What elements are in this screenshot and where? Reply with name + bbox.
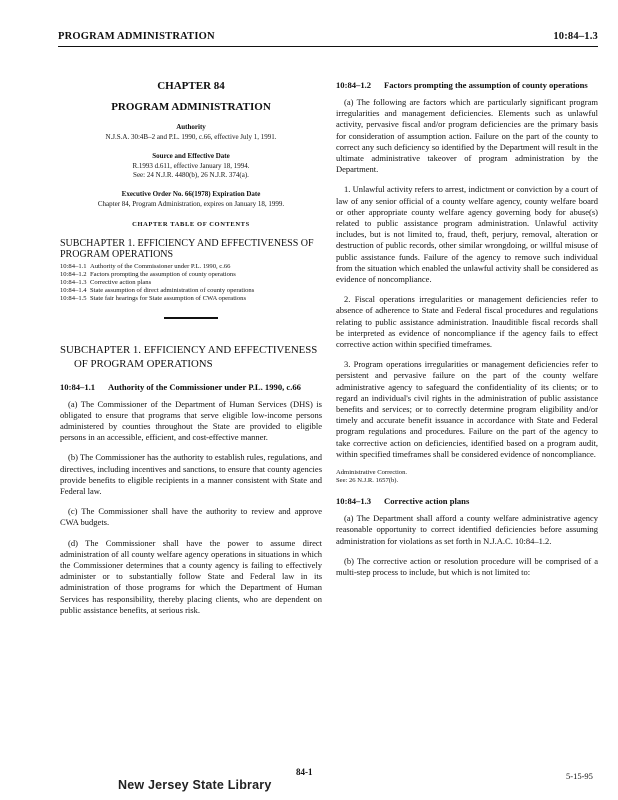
section-heading-1-3: [336, 496, 598, 507]
toc-item-number: 10:84–1.4: [60, 287, 87, 294]
toc-heading: CHAPTER TABLE OF CONTENTS: [132, 221, 250, 228]
section-heading-1-2: [336, 80, 598, 91]
toc-item: [60, 279, 322, 287]
toc-item-number: 10:84–1.1: [60, 263, 87, 270]
toc-item: [60, 287, 322, 295]
page-date: 5-15-95: [566, 771, 593, 781]
running-header: [58, 28, 598, 47]
paragraph: (b) The Commissioner has the authority to establish rules, regulations, and directives, including incentives and sanctions, to ensure that county agencies provide benefits to eligible recipients in a manner consistent with State and Federal law.: [60, 452, 322, 496]
toc-item-number: 10:84–1.5: [60, 295, 87, 302]
subchapter-title: SUBCHAPTER 1. EFFICIENCY AND EFFECTIVENESS OF PROGRAM OPERATIONS: [60, 343, 318, 370]
admin-correction-citation: See: 26 N.J.R. 1657(b).: [336, 477, 399, 485]
section-title: Factors prompting the assumption of county operations: [384, 80, 588, 90]
toc-item-title: Authority of the Commissioner under P.L. 1990, c.66: [90, 263, 231, 270]
authority-text: N.J.S.A. 30:4B–2 and P.L. 1990, c.66, effective July 1, 1991.: [105, 133, 277, 141]
left-column: [60, 80, 322, 625]
executive-order-text: Chapter 84, Program Administration, expires on January 18, 1999.: [97, 200, 285, 208]
paragraph: (b) The corrective action or resolution procedure will be comprised of a multi-step process to include, but which is not limited to:: [336, 555, 598, 577]
source-line-2: See: 24 N.J.R. 4480(b), 26 N.J.R. 374(a).: [133, 171, 249, 179]
toc-item: [60, 271, 322, 279]
toc-item-title: State assumption of direct administration of county operations: [90, 287, 255, 294]
source-label: Source and Effective Date: [152, 152, 230, 160]
paragraph: (c) The Commissioner shall have the authority to review and approve CWA budgets.: [60, 506, 322, 528]
header-title: PROGRAM ADMINISTRATION: [58, 31, 215, 42]
toc-item-number: 10:84–1.3: [60, 279, 87, 286]
source-line-1: R.1993 d.611, effective January 18, 1994.: [132, 162, 250, 170]
toc-subchapter-title: SUBCHAPTER 1. EFFICIENCY AND EFFECTIVENESS OF PROGRAM OPERATIONS: [60, 238, 314, 260]
section-number: 10:84–1.3: [336, 496, 372, 507]
section-title: Corrective action plans: [384, 496, 470, 507]
library-stamp: New Jersey State Library: [118, 778, 272, 792]
paragraph: 1. Unlawful activity refers to arrest, indictment or conviction by a court of law of any senior official of a county welfare agency, county welfare board or other appropriate county welfare agency governing body for abuse(s) related to public assistance program administration. Unlawful activity includes, but is not limited to, fraud, theft, perjury, removal, alteration or destruction of public records, other similar wrongdoing, or willful misuse of public assistance funds. Failure of the agency to remove such individual from the situation which enabled the unlawful activity shall be considered as evidence of noncompliance.: [336, 184, 598, 285]
toc-item-title: State fair hearings for State assumption of CWA operations: [90, 295, 247, 302]
paragraph: 2. Fiscal operations irregularities or management deficiencies refer to absence of adherence to State and Federal fiscal procedures and regulations relating to public assistance administration. Inauditible fiscal records shall be interpreted as evidence of noncompliance if the agency fails to effect corrective action within specified timeframes.: [336, 294, 598, 350]
chapter-number: CHAPTER 84: [157, 80, 225, 92]
section-heading-1-1: [60, 382, 322, 393]
section-title: Authority of the Commissioner under P.L. 1990, c.66: [108, 381, 301, 392]
section-number: 10:84–1.2: [336, 80, 372, 90]
right-column: [336, 80, 598, 587]
toc-item-title: Corrective action plans: [90, 279, 152, 286]
toc-item: [60, 263, 322, 271]
paragraph: 3. Program operations irregularities or management deficiencies refer to persistent and pervasive failure on the part of the county welfare administrative agency to safeguard the confidentiality of its clients; or to regard an individual's civil rights in the administration of public assistance benefits and services; or to correctly determine program eligibility and/or timely and accurate benefit issuance in accordance with State and Federal program regulations and procedures. Failure on the part of the agency to take corrective action on deficiencies, identified based on a program audit, within specified timeframes shall be considered evidence of noncompliance.: [336, 359, 598, 459]
paragraph: (a) The Commissioner of the Department of Human Services (DHS) is obligated to ensure that programs that serve eligible low-income persons administered by counties throughout the State are provided to eligible persons in an accessible, efficient, and cost-effective manner.: [60, 398, 322, 443]
paragraph: (a) The following are factors which are particularly significant program irregularities and management deficiencies. Elements such as unlawful activity, pervasive fiscal and/or program deficiencies are the primary basis for consideration of assumption action. Failure on the part of the county to correct any such deficiency so identified by the Department will result in the ultimate administrative takeover of program administration by the Department.: [336, 97, 598, 175]
toc-list: [60, 263, 322, 303]
toc-item-number: 10:84–1.2: [60, 271, 87, 278]
executive-order-label: Executive Order No. 66(1978) Expiration Date: [121, 190, 261, 198]
paragraph: (d) The Commissioner shall have the power to assume direct administration of all county welfare agency operations in situations in which the Commissioner determines that a county agency is failing to effectively administer or to substantially follow State and Federal law in its administration of those programs for which the Department of Human Services has responsibility, thereby placing clients, who are dependent on public assistance benefits, at serious risk.: [60, 537, 322, 615]
admin-correction-note: Administrative Correction.: [336, 469, 408, 477]
paragraph: (a) The Department shall afford a county welfare administrative agency reasonable opportunity to correct identified deficiencies before assuming administration for violations as set forth in N.J.A.C. 10:84–1.2.: [336, 513, 598, 546]
header-section-number: 10:84–1.3: [553, 31, 598, 42]
page-number: 84-1: [296, 767, 313, 777]
toc-item: [60, 295, 322, 303]
section-number: 10:84–1.1: [60, 381, 96, 392]
authority-label: Authority: [176, 123, 206, 131]
section-divider: [164, 317, 218, 319]
toc-item-title: Factors prompting the assumption of county operations: [90, 271, 236, 278]
chapter-title: PROGRAM ADMINISTRATION: [111, 101, 271, 113]
